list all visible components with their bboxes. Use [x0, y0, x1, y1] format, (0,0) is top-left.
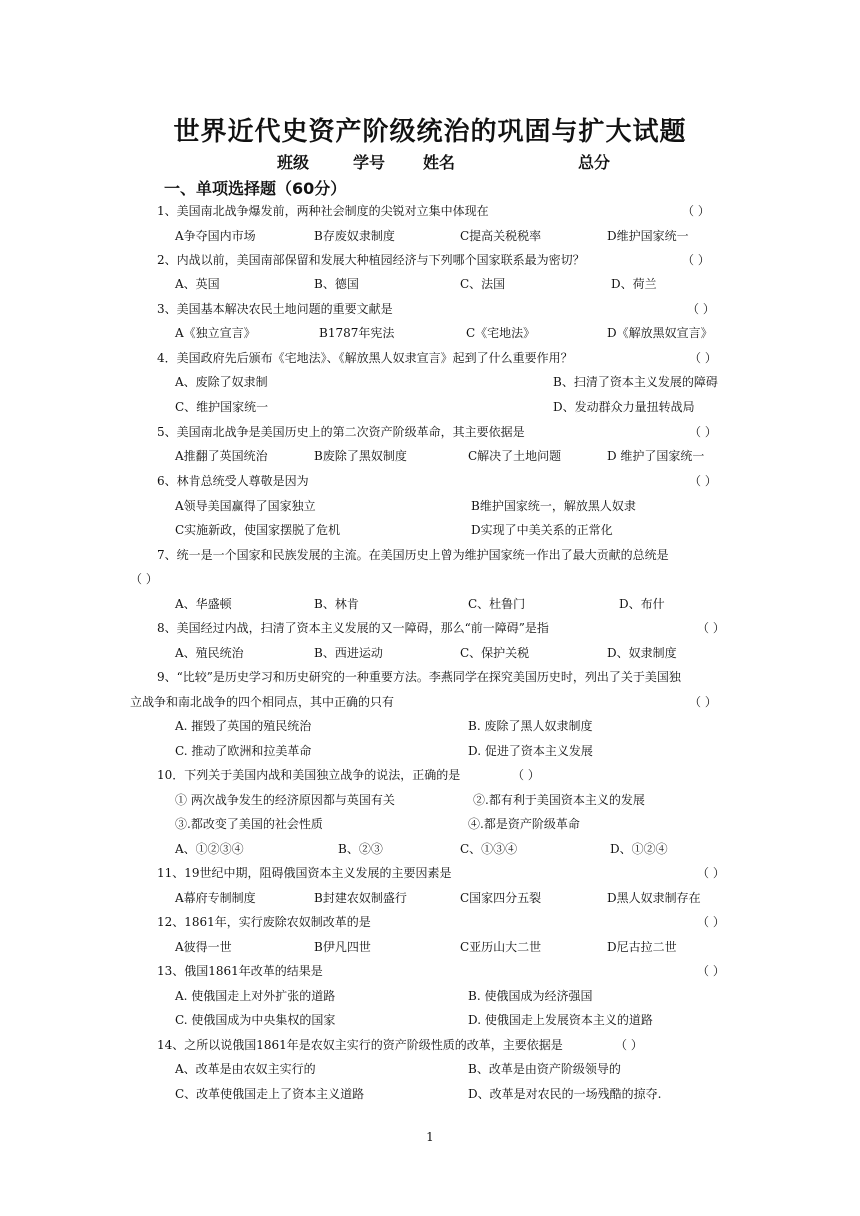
option-c: C、保护关税: [460, 646, 530, 660]
statement-3: ③.都改变了美国的社会性质: [175, 817, 323, 831]
option-b: B伊凡四世: [314, 940, 371, 954]
option-d: D实现了中美关系的正常化: [471, 523, 613, 537]
option-c: C. 使俄国成为中央集权的国家: [175, 1013, 336, 1027]
question-8: [0, 618, 860, 638]
option-b: B、扫清了资本主义发展的障碍: [553, 375, 718, 389]
question-stem: 14、之所以说俄国1861年是农奴主实行的资产阶级性质的改革，主要依据是: [157, 1038, 563, 1052]
option-d: D、奴隶制度: [607, 646, 677, 660]
name-field-label: 姓名: [423, 153, 456, 172]
question-10-statements-row2: [0, 814, 860, 834]
option-b: B废除了黑奴制度: [314, 449, 407, 463]
option-b: B. 使俄国成为经济强国: [468, 989, 593, 1003]
option-c: C、①③④: [460, 842, 518, 856]
question-7-bracket-line: [0, 569, 860, 589]
answer-bracket: （ ）: [689, 474, 717, 488]
question-14-options-row2: [0, 1084, 860, 1104]
option-b: B存废奴隶制度: [314, 229, 395, 243]
question-4: [0, 348, 860, 368]
question-1-options: [0, 226, 860, 246]
question-9-options-row1: [0, 716, 860, 736]
statement-4: ④.都是资产阶级革命: [468, 817, 580, 831]
question-1: [0, 201, 860, 221]
option-b: B、德国: [314, 277, 359, 291]
question-13-options-row1: [0, 986, 860, 1006]
option-d: D尼古拉二世: [607, 940, 677, 954]
answer-bracket: （ ）: [512, 768, 540, 782]
option-d: D. 使俄国走上发展资本主义的道路: [468, 1013, 653, 1027]
answer-bracket: （ ）: [682, 253, 710, 267]
question-stem: 9、“比较”是历史学习和历史研究的一种重要方法。李燕同学在探究美国历史时，列出了关于美国独: [157, 670, 681, 684]
question-4-options-row2: [0, 397, 860, 417]
option-a: A幕府专制制度: [175, 891, 256, 905]
question-5-options: [0, 446, 860, 466]
option-a: A、华盛顿: [175, 597, 232, 611]
question-14: [0, 1035, 860, 1055]
question-stem: 2、内战以前，美国南部保留和发展大种植园经济与下列哪个国家联系最为密切？: [157, 253, 585, 267]
option-b: B1787年宪法: [319, 326, 395, 340]
option-c: C. 推动了欧洲和拉美革命: [175, 744, 312, 758]
section-heading: 一、单项选择题（60分）: [164, 179, 347, 198]
option-a: A领导美国赢得了国家独立: [175, 499, 316, 513]
option-c: C、法国: [460, 277, 506, 291]
question-10: [0, 765, 860, 785]
total-score-field-label: 总分: [578, 153, 611, 172]
question-10-statements-row1: [0, 790, 860, 810]
option-a: A、改革是由农奴主实行的: [175, 1062, 316, 1076]
option-b: B、林肯: [314, 597, 359, 611]
option-d: D. 促进了资本主义发展: [468, 744, 593, 758]
question-stem-continued: 立战争和南北战争的四个相同点，其中正确的只有: [130, 695, 395, 709]
option-d: D《解放黑奴宣言》: [607, 326, 713, 340]
option-b: B、西进运动: [314, 646, 383, 660]
question-4-options-row1: [0, 372, 860, 392]
statement-2: ②.都有利于美国资本主义的发展: [473, 793, 645, 807]
question-9-options-row2: [0, 741, 860, 761]
question-stem: 3、美国基本解决农民土地问题的重要文献是: [157, 302, 393, 316]
option-d: D、发动群众力量扭转战局: [553, 400, 695, 414]
question-7-options: [0, 594, 860, 614]
option-c: C《宅地法》: [466, 326, 536, 340]
question-3-options: [0, 323, 860, 343]
question-14-options-row1: [0, 1059, 860, 1079]
option-c: C、维护国家统一: [175, 400, 269, 414]
option-a: A. 使俄国走上对外扩张的道路: [175, 989, 336, 1003]
question-8-options: [0, 643, 860, 663]
option-c: C亚历山大二世: [460, 940, 542, 954]
option-a: A、①②③④: [175, 842, 244, 856]
option-a: A、英国: [175, 277, 220, 291]
option-d: D、荷兰: [611, 277, 657, 291]
question-11: [0, 863, 860, 883]
question-stem: 1、美国南北战争爆发前，两种社会制度的尖锐对立集中体现在: [157, 204, 489, 218]
option-a: A、废除了奴隶制: [175, 375, 268, 389]
question-6: [0, 471, 860, 491]
option-b: B维护国家统一，解放黑人奴隶: [471, 499, 636, 513]
page-title: 世界近代史资产阶级统治的巩固与扩大试题: [173, 117, 687, 147]
option-c: C提高关税税率: [460, 229, 542, 243]
option-d: D、布什: [619, 597, 665, 611]
option-a: A《独立宣言》: [175, 326, 256, 340]
answer-bracket: （ ）: [689, 695, 717, 709]
question-5: [0, 422, 860, 442]
question-stem: 13、俄国1861年改革的结果是: [157, 964, 323, 978]
question-3: [0, 299, 860, 319]
question-9-continued: [0, 692, 860, 712]
question-stem: 11、19世纪中期，阻碍俄国资本主义发展的主要因素是: [157, 866, 452, 880]
question-stem: 10．下列关于美国内战和美国独立战争的说法，正确的是: [157, 768, 461, 782]
class-field-label: 班级: [277, 153, 310, 172]
statement-1: ① 两次战争发生的经济原因都与英国有关: [175, 793, 395, 807]
option-b: B封建农奴制盛行: [314, 891, 407, 905]
option-a: A. 摧毁了英国的殖民统治: [175, 719, 312, 733]
option-c: C实施新政，使国家摆脱了危机: [175, 523, 341, 537]
question-2: [0, 250, 860, 270]
question-stem: 7、统一是一个国家和民族发展的主流。在美国历史上曾为维护国家统一作出了最大贡献的总统是: [157, 548, 669, 562]
option-b: B、②③: [338, 842, 383, 856]
option-b: B、改革是由资产阶级领导的: [468, 1062, 621, 1076]
question-stem: 12、1861年，实行废除农奴制改革的是: [157, 915, 371, 929]
answer-bracket: （ ）: [130, 572, 158, 586]
answer-bracket: （ ）: [615, 1038, 643, 1052]
question-12: [0, 912, 860, 932]
question-13-options-row2: [0, 1010, 860, 1030]
option-c: C、改革使俄国走上了资本主义道路: [175, 1087, 365, 1101]
option-a: A、殖民统治: [175, 646, 244, 660]
answer-bracket: （ ）: [697, 915, 725, 929]
question-6-options-row1: [0, 496, 860, 516]
answer-bracket: （ ）: [697, 866, 725, 880]
option-c: C国家四分五裂: [460, 891, 542, 905]
question-stem: 8、美国经过内战，扫清了资本主义发展的又一障碍，那么“前一障碍”是指: [157, 621, 549, 635]
student-id-field-label: 学号: [353, 153, 386, 172]
option-d: D、①②④: [610, 842, 668, 856]
option-a: A推翻了英国统治: [175, 449, 268, 463]
page-number: 1: [426, 1130, 434, 1144]
question-6-options-row2: [0, 520, 860, 540]
option-d: D 维护了国家统一: [607, 449, 705, 463]
answer-bracket: （ ）: [697, 964, 725, 978]
question-7: [0, 545, 860, 565]
answer-bracket: （ ）: [689, 351, 717, 365]
option-d: D黑人奴隶制存在: [607, 891, 701, 905]
question-stem: 4．美国政府先后颁布《宅地法》、《解放黑人奴隶宣言》起到了什么重要作用？: [157, 351, 573, 365]
question-2-options: [0, 274, 860, 294]
answer-bracket: （ ）: [682, 204, 710, 218]
answer-bracket: （ ）: [687, 302, 715, 316]
question-11-options: [0, 888, 860, 908]
question-13: [0, 961, 860, 981]
option-a: A彼得一世: [175, 940, 232, 954]
question-stem: 5、美国南北战争是美国历史上的第二次资产阶级革命，其主要依据是: [157, 425, 525, 439]
question-9: [0, 667, 860, 687]
question-12-options: [0, 937, 860, 957]
option-d: D维护国家统一: [607, 229, 689, 243]
option-b: B. 废除了黑人奴隶制度: [468, 719, 593, 733]
option-c: C解决了土地问题: [468, 449, 562, 463]
option-d: D、改革是对农民的一场残酷的掠夺.: [468, 1087, 662, 1101]
question-stem: 6、林肯总统受人尊敬是因为: [157, 474, 309, 488]
answer-bracket: （ ）: [697, 621, 725, 635]
option-a: A争夺国内市场: [175, 229, 256, 243]
question-10-options: [0, 839, 860, 859]
option-c: C、杜鲁门: [468, 597, 526, 611]
answer-bracket: （ ）: [689, 425, 717, 439]
student-info-line: [0, 150, 860, 172]
